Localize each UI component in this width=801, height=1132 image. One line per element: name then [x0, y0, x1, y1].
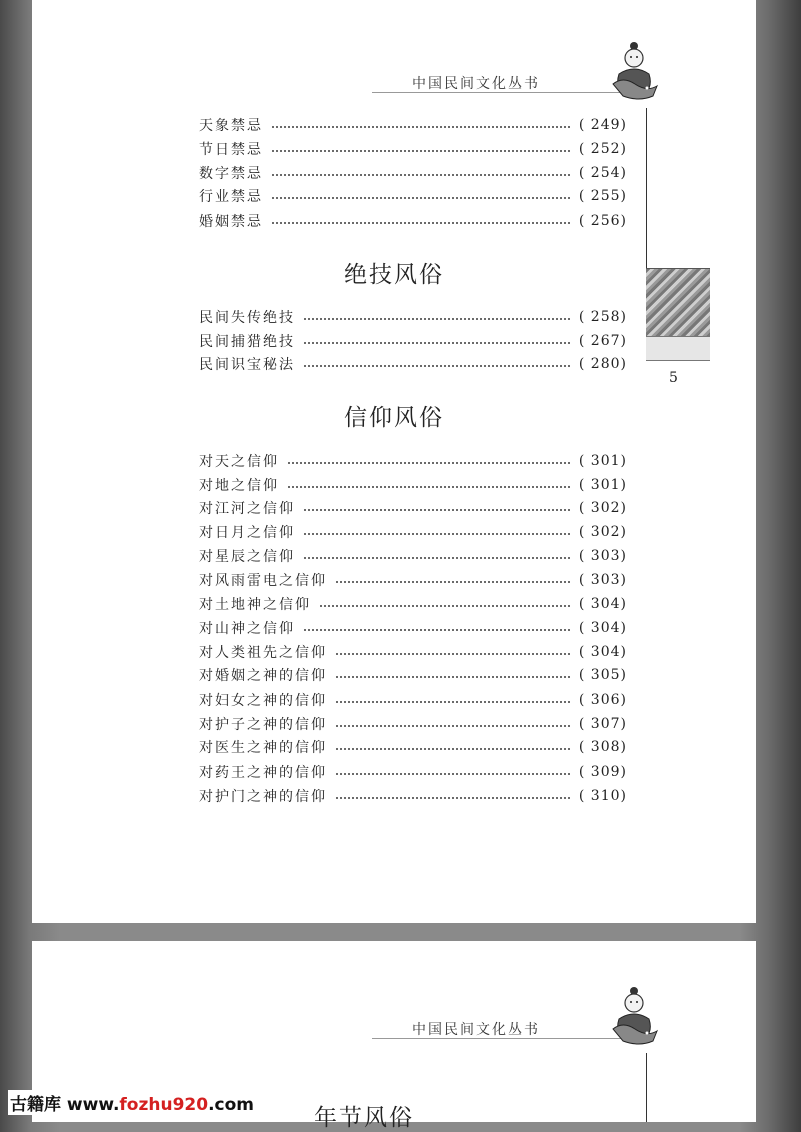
toc-entry-title: 对护子之神的信仰	[199, 717, 327, 733]
toc-entry[interactable]	[199, 546, 627, 566]
toc-entry[interactable]	[199, 451, 627, 471]
watermark-suffix: .com	[208, 1095, 255, 1115]
watermark-prefix: 古籍库 www.	[10, 1095, 120, 1115]
toc-entry-title: 对天之信仰	[199, 454, 279, 470]
toc-entry-page: ( 249)	[578, 117, 627, 133]
toc-entry-title: 对妇女之神的信仰	[199, 693, 327, 709]
toc-entry-title: 民间识宝秘法	[199, 357, 295, 373]
toc-entry-title: 对人类祖先之信仰	[199, 645, 327, 661]
toc-entry-title: 民间捕猎绝技	[199, 334, 295, 350]
toc-entry[interactable]	[199, 522, 627, 542]
leader-dots	[303, 509, 571, 511]
leader-dots	[335, 725, 571, 727]
toc-entry-page: ( 308)	[578, 739, 627, 755]
toc-entry[interactable]	[199, 139, 627, 159]
toc-entry-title: 对医生之神的信仰	[199, 740, 327, 756]
leader-dots	[335, 748, 571, 750]
series-title: 中国民间文化丛书	[412, 1022, 540, 1038]
leader-dots	[271, 150, 571, 152]
leader-dots	[287, 486, 571, 488]
toc-entry[interactable]	[199, 331, 627, 351]
leader-dots	[303, 533, 571, 535]
toc-entry-title: 对星辰之信仰	[199, 549, 295, 565]
toc-entry-page: ( 267)	[578, 333, 627, 349]
toc-entry[interactable]	[199, 115, 627, 135]
toc-entry-page: ( 304)	[578, 620, 627, 636]
toc-entry[interactable]	[199, 354, 627, 374]
leader-dots	[303, 365, 571, 367]
toc-entry-page: ( 309)	[578, 764, 627, 780]
toc-entry-title: 对婚姻之神的信仰	[199, 668, 327, 684]
toc-entry-title: 民间失传绝技	[199, 310, 295, 326]
toc-entry-page: ( 303)	[578, 572, 627, 588]
toc-entry[interactable]	[199, 618, 627, 638]
toc-entry-title: 对山神之信仰	[199, 621, 295, 637]
toc-entry[interactable]	[199, 690, 627, 710]
toc-entry-title: 对风雨雷电之信仰	[199, 573, 327, 589]
child-on-fish-emblem	[609, 985, 659, 1049]
toc-entry[interactable]	[199, 163, 627, 183]
child-on-fish-emblem	[609, 40, 659, 104]
page-number: 5	[669, 370, 678, 386]
leader-dots	[335, 653, 571, 655]
watermark	[8, 1090, 256, 1115]
leader-dots	[335, 676, 571, 678]
toc-entry-page: ( 302)	[578, 524, 627, 540]
leader-dots	[271, 197, 571, 199]
toc-entry-page: ( 302)	[578, 500, 627, 516]
toc-entry-title: 数字禁忌	[199, 166, 263, 182]
section-heading: 信仰风俗	[344, 405, 444, 431]
leader-dots	[335, 701, 571, 703]
leader-dots	[271, 126, 571, 128]
toc-entry[interactable]	[199, 642, 627, 662]
toc-entry[interactable]	[199, 186, 627, 206]
toc-entry-page: ( 280)	[578, 356, 627, 372]
leader-dots	[303, 342, 571, 344]
leader-dots	[303, 557, 571, 559]
toc-entry-page: ( 310)	[578, 788, 627, 804]
leader-dots	[287, 462, 571, 464]
toc-entry-page: ( 255)	[578, 188, 627, 204]
leader-dots	[271, 174, 571, 176]
section-heading: 年节风俗	[314, 1105, 414, 1131]
toc-entry-title: 对日月之信仰	[199, 525, 295, 541]
leader-dots	[335, 797, 571, 799]
toc-entry-page: ( 304)	[578, 596, 627, 612]
toc-entry[interactable]	[199, 714, 627, 734]
toc-entry[interactable]	[199, 786, 627, 806]
section-heading: 绝技风俗	[344, 262, 444, 288]
toc-entry-page: ( 252)	[578, 141, 627, 157]
leader-dots	[303, 629, 571, 631]
toc-entry-page: ( 304)	[578, 644, 627, 660]
leader-dots	[303, 318, 571, 320]
series-title: 中国民间文化丛书	[412, 76, 540, 92]
watermark-accent: fozhu920	[119, 1095, 209, 1115]
toc-entry[interactable]	[199, 594, 627, 614]
toc-entry-page: ( 258)	[578, 309, 627, 325]
leader-dots	[335, 581, 571, 583]
toc-entry[interactable]	[199, 737, 627, 757]
toc-entry-title: 节日禁忌	[199, 142, 263, 158]
header-rule	[372, 92, 647, 93]
toc-entry[interactable]	[199, 570, 627, 590]
toc-entry-title: 对土地神之信仰	[199, 597, 311, 613]
leader-dots	[271, 222, 571, 224]
toc-entry-title: 对地之信仰	[199, 478, 279, 494]
toc-entry[interactable]	[199, 498, 627, 518]
toc-entry[interactable]	[199, 762, 627, 782]
toc-entry-page: ( 305)	[578, 667, 627, 683]
toc-entry-title: 对江河之信仰	[199, 501, 295, 517]
toc-entry[interactable]	[199, 211, 627, 231]
toc-entry-title: 行业禁忌	[199, 189, 263, 205]
toc-entry-title: 对护门之神的信仰	[199, 789, 327, 805]
toc-entry-page: ( 307)	[578, 716, 627, 732]
toc-entry-page: ( 256)	[578, 213, 627, 229]
toc-entry[interactable]	[199, 475, 627, 495]
toc-entry[interactable]	[199, 665, 627, 685]
toc-entry[interactable]	[199, 307, 627, 327]
toc-entry-title: 婚姻禁忌	[199, 214, 263, 230]
toc-entry-title: 对药王之神的信仰	[199, 765, 327, 781]
leader-dots	[335, 773, 571, 775]
header-rule	[372, 1038, 647, 1039]
leader-dots	[319, 605, 571, 607]
toc-entry-page: ( 254)	[578, 165, 627, 181]
toc-entry-page: ( 306)	[578, 692, 627, 708]
book-page	[32, 0, 756, 923]
side-tab	[646, 336, 710, 361]
toc-entry-page: ( 301)	[578, 453, 627, 469]
toc-entry-title: 天象禁忌	[199, 118, 263, 134]
toc-entry-page: ( 301)	[578, 477, 627, 493]
toc-entry-page: ( 303)	[578, 548, 627, 564]
